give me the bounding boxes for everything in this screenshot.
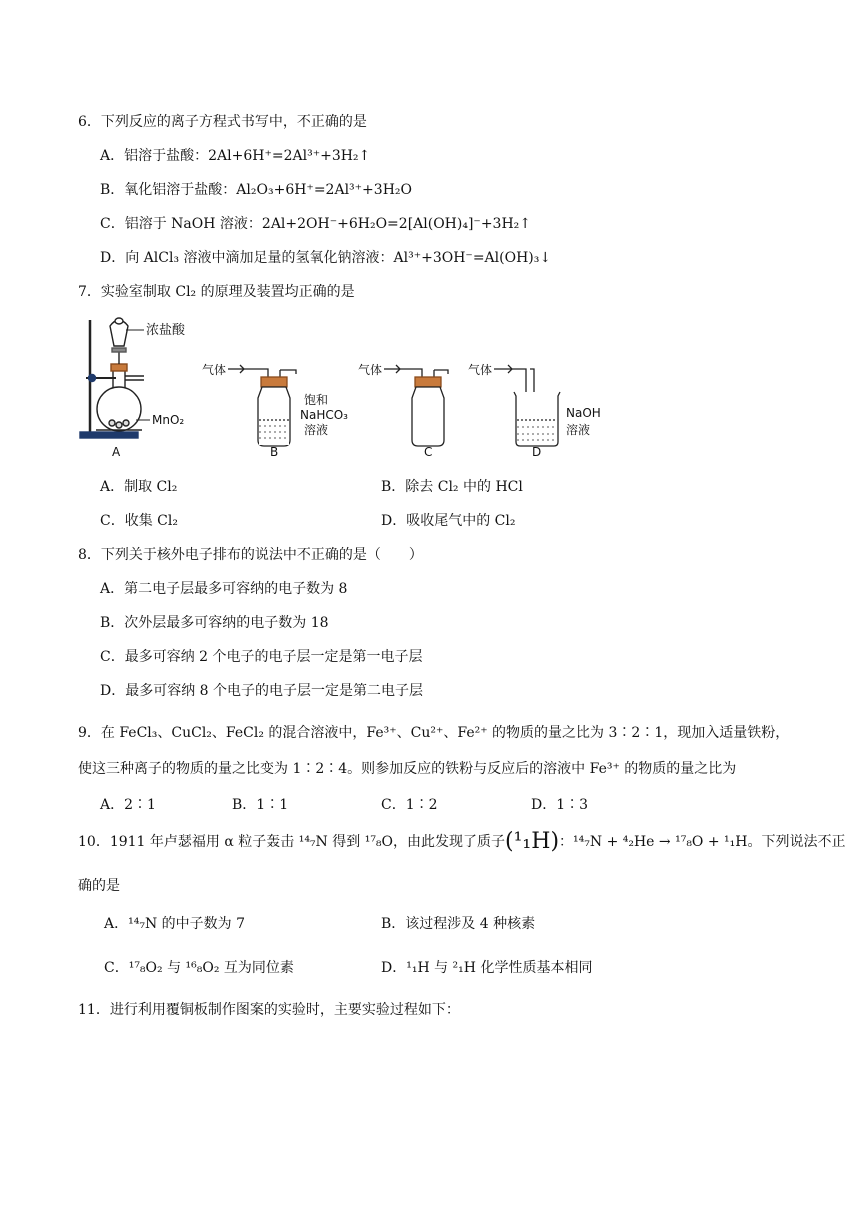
fig-label-b1: 饱和 xyxy=(304,393,329,407)
q10-stem-part5: 。下列说法不正 xyxy=(747,834,846,850)
q10-stem-line1 xyxy=(78,829,846,854)
q9-option-a: A．2∶1 xyxy=(100,797,156,813)
fig-label-mno2: MnO₂ xyxy=(152,413,185,427)
q7-option-c: C．收集 Cl₂ xyxy=(100,513,178,529)
q11-stem: 11．进行利用覆铜板制作图案的实验时，主要实验过程如下： xyxy=(78,1002,460,1018)
apparatus-d xyxy=(494,365,560,446)
fig-gas-b: 气体 xyxy=(202,363,227,377)
q6-option-c-label: C．铝溶于 NaOH 溶液： xyxy=(100,216,262,232)
fig-label-b3: 溶液 xyxy=(304,423,329,437)
q6-option-b-label: B．氧化铝溶于盐酸： xyxy=(100,182,237,198)
q10-nuclide-n14: ¹⁴₇N xyxy=(298,834,328,850)
q10-option-d: D．¹₁H 与 ²₁H 化学性质基本相同 xyxy=(381,960,593,976)
q6-option-d-equation: Al³⁺+3OH⁻=Al(OH)₃↓ xyxy=(393,250,552,266)
q9-option-b: B．1∶1 xyxy=(232,797,289,813)
apparatus-figure xyxy=(78,312,638,462)
q9-stem-line2: 使这三种离子的物质的量之比变为 1∶2∶4。则参加反应的铁粉与反应后的溶液中 Fe³⁺ 的物质的量之比为 xyxy=(78,761,737,777)
q8-option-c: C．最多可容纳 2 个电子的电子层一定是第一电子层 xyxy=(100,649,423,665)
q9-stem-line1: 9．在 FeCl₃、CuCl₂、FeCl₂ 的混合溶液中，Fe³⁺、Cu²⁺、Fe²⁺ 的物质的量之比为 3∶2∶1，现加入适量铁粉， xyxy=(78,725,790,741)
q8-option-a: A．第二电子层最多可容纳的电子数为 8 xyxy=(100,581,348,597)
q6-option-c-equation: 2Al+2OH⁻+6H₂O=2[Al(OH)₄]⁻+3H₂↑ xyxy=(261,216,532,232)
fig-gas-c: 气体 xyxy=(358,363,383,377)
fig-letter-a: A xyxy=(112,445,121,459)
q6-stem: 6．下列反应的离子方程式书写中，不正确的是 xyxy=(78,114,367,130)
apparatus-a xyxy=(80,318,144,438)
q10-option-c: C．¹⁷₈O₂ 与 ¹⁶₈O₂ 互为同位素 xyxy=(104,960,294,976)
q10-proton-symbol: (¹₁H) xyxy=(505,829,560,854)
q7-stem: 7．实验室制取 Cl₂ 的原理及装置均正确的是 xyxy=(78,284,355,300)
q8-option-b: B．次外层最多可容纳的电子数为 18 xyxy=(100,615,329,631)
q7-option-d: D．吸收尾气中的 Cl₂ xyxy=(381,513,516,529)
fig-letter-b: B xyxy=(270,445,279,459)
q6-option-a xyxy=(100,146,370,166)
fig-label-conc-hcl: 浓盐酸 xyxy=(146,323,186,338)
fig-label-d1: NaOH xyxy=(566,406,601,420)
fig-letter-c: C xyxy=(424,445,433,459)
q10-stem-part3: ，由此发现了质子 xyxy=(393,834,506,850)
apparatus-b xyxy=(228,365,296,446)
q10-stem-line2: 确的是 xyxy=(78,878,120,894)
q6-option-d-label: D．向 AlCl₃ 溶液中滴加足量的氢氧化钠溶液： xyxy=(100,250,394,266)
apparatus-c xyxy=(384,365,448,446)
fig-label-b2: NaHCO₃ xyxy=(300,408,348,422)
q7-option-a: A．制取 Cl₂ xyxy=(100,479,178,495)
q10-stem-part4: ： xyxy=(559,834,574,850)
fig-letter-d: D xyxy=(532,445,542,459)
q6-option-b-equation: Al₂O₃+6H⁺=2Al³⁺+3H₂O xyxy=(236,182,412,198)
q10-stem-part2: 得到 xyxy=(327,834,365,850)
q10-nuclide-o17: ¹⁷₈O xyxy=(364,834,394,850)
q10-stem-part1: 10．1911 年卢瑟福用 α 粒子轰击 xyxy=(78,834,299,850)
q7-option-b: B．除去 Cl₂ 中的 HCl xyxy=(381,479,523,495)
q6-option-c xyxy=(100,214,531,234)
q6-option-a-label: A．铝溶于盐酸： xyxy=(100,148,209,164)
q10-option-b: B．该过程涉及 4 种核素 xyxy=(381,916,536,932)
q8-stem: 8．下列关于核外电子排布的说法中不正确的是（ ） xyxy=(78,547,423,563)
fig-gas-d: 气体 xyxy=(468,363,493,377)
q9-option-c: C．1∶2 xyxy=(381,797,438,813)
q10-reaction: ¹⁴₇N + ⁴₂He → ¹⁷₈O + ¹₁H xyxy=(573,834,748,850)
q10-option-a: A．¹⁴₇N 的中子数为 7 xyxy=(104,916,246,932)
fig-label-d2: 溶液 xyxy=(566,423,591,437)
q9-option-d: D．1∶3 xyxy=(531,797,589,813)
q6-option-a-equation: 2Al+6H⁺=2Al³⁺+3H₂↑ xyxy=(208,148,371,164)
q6-option-d xyxy=(100,248,551,268)
q8-option-d: D．最多可容纳 8 个电子的电子层一定是第二电子层 xyxy=(100,683,424,699)
q6-option-b xyxy=(100,180,412,200)
